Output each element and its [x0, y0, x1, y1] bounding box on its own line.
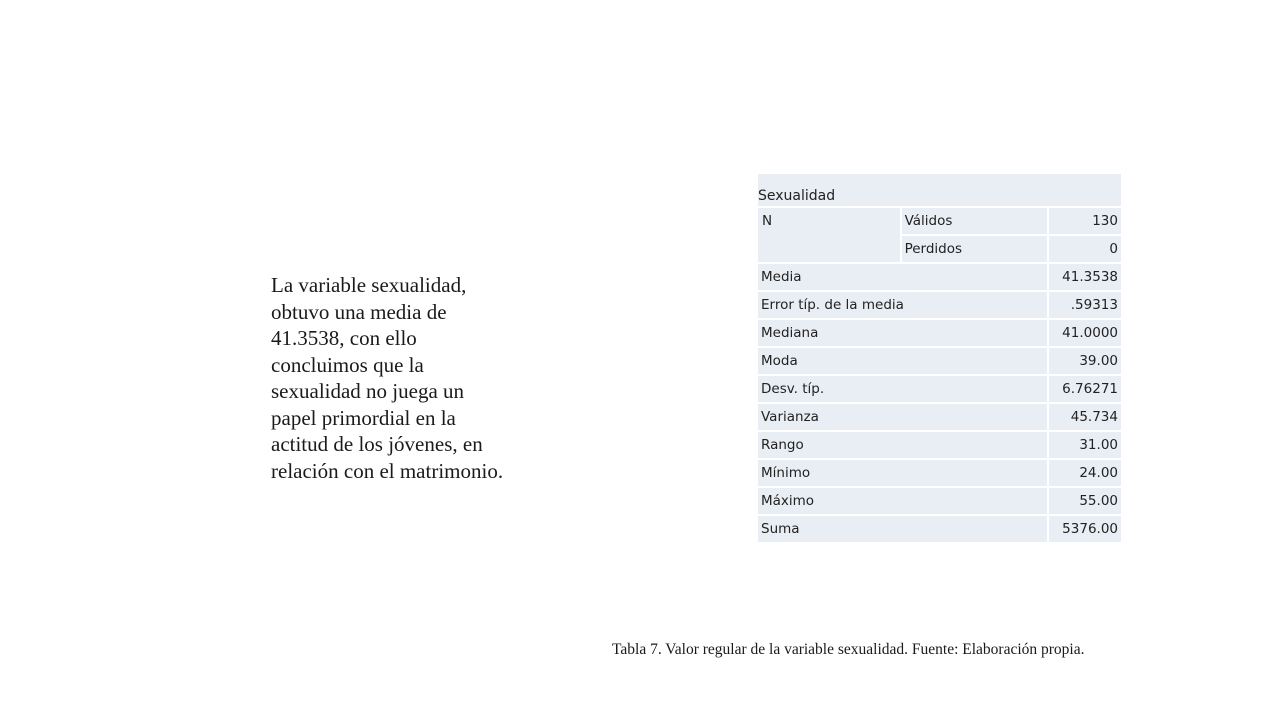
row-label: Rango	[757, 431, 1048, 459]
row-label: Mínimo	[757, 459, 1048, 487]
table-title: Sexualidad	[757, 173, 1122, 207]
table-caption: Tabla 7. Valor regular de la variable sexualidad. Fuente: Elaboración propia.	[612, 641, 1085, 658]
table-row	[757, 403, 1122, 431]
row-label: Mediana	[757, 319, 1048, 347]
table-row	[757, 459, 1122, 487]
row-label: Varianza	[757, 403, 1048, 431]
row-label: Error típ. de la media	[757, 291, 1048, 319]
table-row	[757, 375, 1122, 403]
row-value: 41.3538	[1048, 263, 1122, 291]
table-row	[757, 319, 1122, 347]
table-row	[757, 515, 1122, 543]
row-value: 39.00	[1048, 347, 1122, 375]
table-row	[757, 347, 1122, 375]
row-value: 24.00	[1048, 459, 1122, 487]
row-label: Suma	[757, 515, 1048, 543]
row-label: Media	[757, 263, 1048, 291]
statistics-table	[756, 172, 1123, 544]
row-label: Moda	[757, 347, 1048, 375]
validos-label: Válidos	[901, 207, 1049, 235]
row-value: 41.0000	[1048, 319, 1122, 347]
table-row-validos	[757, 207, 1122, 235]
perdidos-label: Perdidos	[901, 235, 1049, 263]
table-row	[757, 263, 1122, 291]
conclusion-paragraph: La variable sexualidad, obtuvo una media de 41.3538, con ello concluimos que la sexualidad no juega un papel primordial en la actitud de los jóvenes, en relación con el matrimonio.	[271, 273, 504, 483]
row-value: 45.734	[1048, 403, 1122, 431]
validos-value: 130	[1048, 207, 1122, 235]
row-label: Desv. típ.	[757, 375, 1048, 403]
row-value: 6.76271	[1048, 375, 1122, 403]
perdidos-value: 0	[1048, 235, 1122, 263]
n-label: N	[757, 207, 901, 263]
table-row	[757, 431, 1122, 459]
row-value: .59313	[1048, 291, 1122, 319]
row-value: 55.00	[1048, 487, 1122, 515]
table-title-row	[757, 173, 1122, 207]
table-row	[757, 291, 1122, 319]
row-value: 31.00	[1048, 431, 1122, 459]
table-row	[757, 487, 1122, 515]
row-label: Máximo	[757, 487, 1048, 515]
row-value: 5376.00	[1048, 515, 1122, 543]
